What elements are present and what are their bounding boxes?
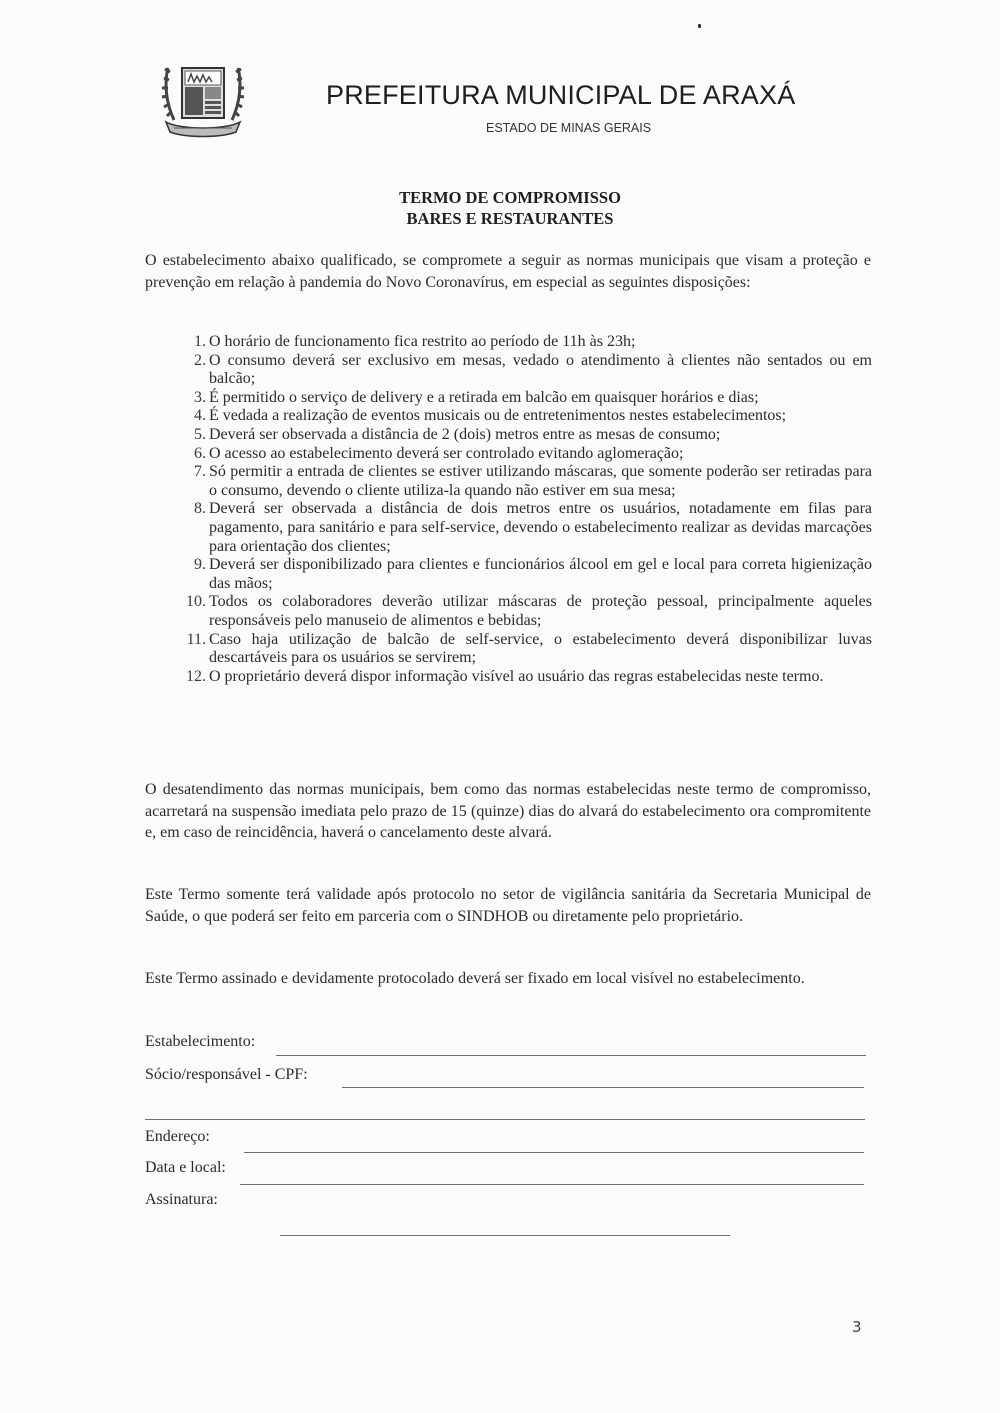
rule-text: O acesso ao estabelecimento deverá ser controlado evitando aglomeração; xyxy=(209,444,684,462)
page-number: 3 xyxy=(852,1318,862,1336)
rule-number: 11. xyxy=(186,630,206,648)
rule-number: 8. xyxy=(194,500,206,518)
date-place-field[interactable] xyxy=(240,1184,864,1185)
rule-text: É permitido o serviço de delivery e a retirada em balcão em quaisquer horários e dias; xyxy=(209,388,759,406)
display-paragraph: Este Termo assinado e devidamente protocolado deverá ser fixado em local visível no estabelecimento. xyxy=(145,970,805,987)
rule-text: Deverá ser observada a distância de dois metros entre os usuários, notadamente em filas para pagamento, para sanitário e para self-service, devendo o estabelecimento realizar as devidas marcações para orientação dos clientes; xyxy=(209,500,872,555)
rule-item xyxy=(160,500,872,556)
partner-cpf-label: Sócio/responsável - CPF: xyxy=(145,1066,308,1083)
rule-item xyxy=(160,407,872,426)
signature-line[interactable] xyxy=(280,1235,730,1236)
rule-text: Deverá ser observada a distância de 2 (dois) metros entre as mesas de consumo; xyxy=(209,425,721,443)
document-title xyxy=(300,187,720,229)
rule-text: É vedada a realização de eventos musicais ou de entretenimentos nestes estabelecimentos; xyxy=(209,407,787,425)
rule-number: 3. xyxy=(194,388,206,406)
rule-text: Deverá ser disponibilizado para clientes e funcionários álcool em gel e local para correta higienização das mãos; xyxy=(209,556,872,592)
rule-item xyxy=(160,333,872,352)
organization-name: PREFEITURA MUNICIPAL DE ARAXÁ xyxy=(326,80,796,110)
rule-item xyxy=(160,352,872,389)
document-title-line1: TERMO DE COMPROMISSO xyxy=(399,188,621,207)
scan-speck xyxy=(698,24,701,28)
rule-text: Todos os colaboradores deverão utilizar máscaras de proteção pessoal, principalmente aqueles responsáveis pelo manuseio de alimentos e bebidas; xyxy=(209,593,872,629)
establishment-label: Estabelecimento: xyxy=(145,1033,256,1050)
rule-text: O horário de funcionamento fica restrito ao período de 11h às 23h; xyxy=(209,333,636,350)
rule-text: Caso haja utilização de balcão de self-service, o estabelecimento deverá disponibilizar luvas descartáveis para os usuários se servirem; xyxy=(209,630,872,667)
address-field[interactable] xyxy=(244,1152,864,1153)
rule-number: 6. xyxy=(194,444,206,462)
rule-item xyxy=(160,389,872,408)
penalty-paragraph: O desatendimento das normas municipais, bem como das normas estabelecidas neste termo de compromisso, acarretará na suspensão imediata pelo prazo de 15 (quinze) dias do alvará do estabelecimento ora compromitente e, em caso de reincidência, haverá o cancelamento deste alvará. xyxy=(145,781,871,841)
rule-item xyxy=(160,556,872,593)
rule-number: 5. xyxy=(194,425,206,443)
establishment-field[interactable] xyxy=(276,1055,866,1056)
rule-number: 10. xyxy=(186,593,206,611)
rule-number: 9. xyxy=(194,556,206,574)
rule-item xyxy=(160,593,872,630)
rule-text: O proprietário deverá dispor informação visível ao usuário das regras estabelecidas neste termo. xyxy=(209,667,824,685)
validity-paragraph: Este Termo somente terá validade após protocolo no setor de vigilância sanitária da Secretaria Municipal de Saúde, o que poderá ser feito em parceria com o SINDHOB ou diretamente pelo proprietário. xyxy=(145,886,871,925)
partner-cpf-field-continued[interactable] xyxy=(145,1119,865,1120)
rule-item xyxy=(160,445,872,464)
rule-number: 1. xyxy=(194,333,206,350)
address-label: Endereço: xyxy=(145,1128,210,1145)
date-place-label: Data e local: xyxy=(145,1159,226,1176)
rule-item xyxy=(160,631,872,668)
rule-item xyxy=(160,426,872,445)
rule-number: 7. xyxy=(194,463,206,481)
rule-item xyxy=(160,668,872,687)
rule-text: O consumo deverá ser exclusivo em mesas, vedado o atendimento à clientes não sentados ou em balcão; xyxy=(209,351,872,388)
intro-paragraph: O estabelecimento abaixo qualificado, se compromete a seguir as normas municipais que visam a proteção e prevenção em relação à pandemia do Novo Coronavírus, em especial as seguintes disposições: xyxy=(145,252,871,291)
rule-number: 12. xyxy=(186,667,206,685)
rules-list xyxy=(160,333,872,686)
signature-label: Assinatura: xyxy=(145,1191,218,1208)
rule-number: 2. xyxy=(194,351,206,369)
document-title-line2: BARES E RESTAURANTES xyxy=(406,209,614,228)
rule-text: Só permitir a entrada de clientes se estiver utilizando máscaras, que somente poderão ser retiradas para o consumo, devendo o cliente utiliza-la quando não estiver em sua mesa; xyxy=(209,463,872,499)
state-name: ESTADO DE MINAS GERAIS xyxy=(486,121,652,135)
rule-item xyxy=(160,463,872,500)
municipal-coat-of-arms-icon xyxy=(160,58,246,140)
rule-number: 4. xyxy=(194,407,206,425)
partner-cpf-field[interactable] xyxy=(342,1087,864,1088)
